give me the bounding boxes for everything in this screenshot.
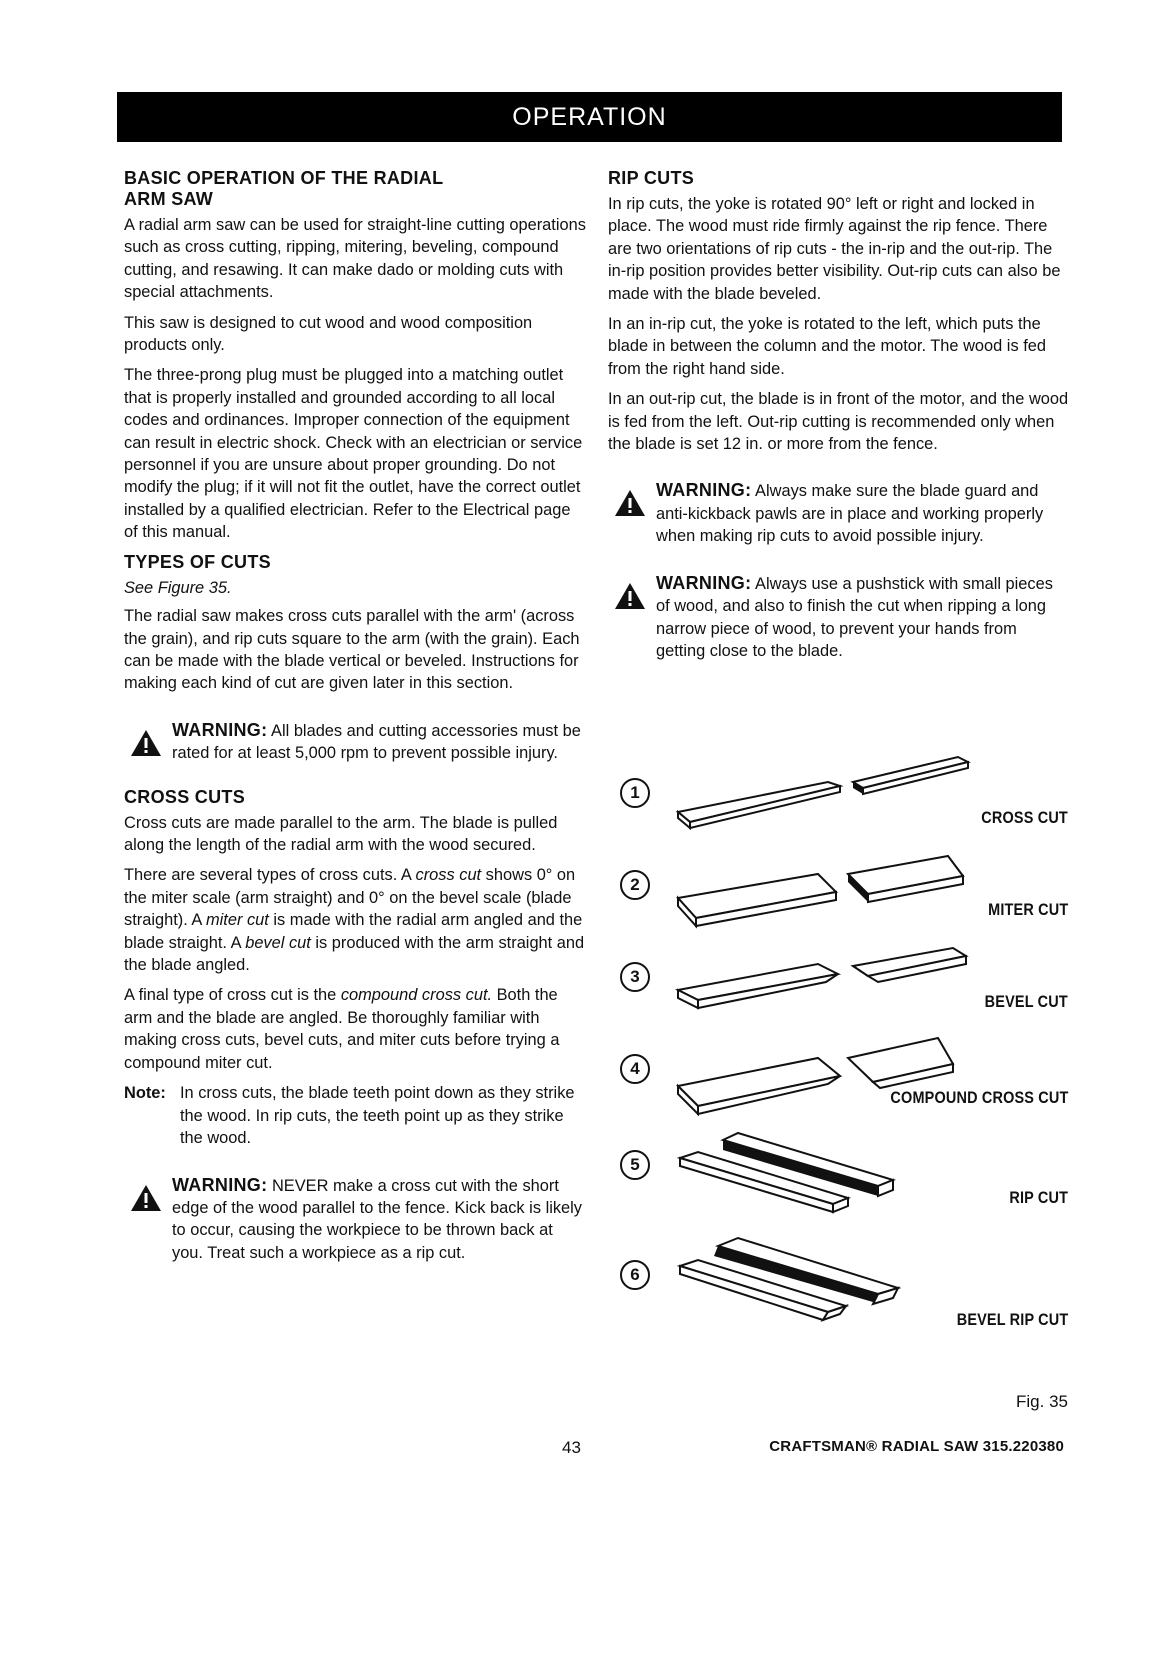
cross-paragraph-2: There are several types of cross cuts. A cross cut shows 0° on the miter scale (arm straight) and 0° on the bevel scale (blade straight). A miter cut is made with the radial arm angled and the blade straight. A bevel cut is produced with the arm straight and the blade angled. (124, 866, 585, 974)
warning-triangle-icon (614, 582, 646, 610)
warning-label: WARNING: (656, 572, 752, 593)
warning-blade-rating (124, 719, 586, 765)
cut-label: COMPOUND CROSS CUT (889, 1088, 1068, 1107)
warning-text: Always make sure the blade guard and anti-kickback pawls are in place and working properly when making rip cuts to avoid possible injury. (656, 482, 1044, 546)
rip-cuts-heading: RIP CUTS (608, 168, 695, 188)
warning-blade-guard (608, 479, 1070, 547)
page-number: 43 (562, 1438, 581, 1457)
bevel-cut-board-illustration (668, 938, 988, 1028)
bevel-rip-cut-board-illustration (668, 1226, 988, 1336)
figure-item-bevel-rip-cut (608, 1240, 1078, 1350)
types-of-cuts-heading: TYPES OF CUTS (124, 551, 271, 572)
item-number: 5 (620, 1150, 650, 1180)
warning-label: WARNING: (656, 480, 752, 501)
types-paragraph: The radial saw makes cross cuts parallel with the arm' (across the grain), and rip cuts square to the arm (with the grain). Each can be made with the blade vertical or beveled. Instructions for making each kind of cut are given later in this section. (124, 607, 580, 693)
cut-label: BEVEL RIP CUT (956, 1310, 1068, 1329)
basic-paragraph-3: The three-prong plug must be plugged into a matching outlet that is properly installed and grounded according to all local codes and ordinances. Improper connection of the equipment can result in electric shock. Check with an electrician or service personnel if you are unsure about proper grounding. Do not modify the plug; if it will not fit the outlet, have the correct outlet installed by a qualified electrician. Refer to the Electrical page of this manual. (124, 366, 583, 542)
compound-cross-cut-board-illustration (668, 1024, 988, 1124)
item-number: 3 (620, 962, 650, 992)
cut-label: MITER CUT (987, 900, 1068, 919)
warning-label: WARNING: (172, 1174, 268, 1195)
item-number: 6 (620, 1260, 650, 1290)
warning-short-edge (124, 1174, 586, 1265)
basic-paragraph-1: A radial arm saw can be used for straight-line cutting operations such as cross cutting, ripping, mitering, beveling, compound cutting, and resawing. It can make dado or molding cuts with special attachments. (124, 216, 586, 302)
warning-text: All blades and cutting accessories must be rated for at least 5,000 rpm to prevent possible injury. (172, 721, 581, 763)
left-column (124, 168, 586, 1286)
cross-cut-board-illustration (668, 752, 988, 842)
figure-35 (608, 762, 1078, 1482)
cut-label: CROSS CUT (981, 808, 1068, 827)
warning-text: NEVER make a cross cut with the short edge of the wood parallel to the fence. Kick back is likely to occur, causing the workpiece to be thrown back at you. Treat such a workpiece as a rip cut. (172, 1176, 582, 1262)
item-number: 2 (620, 870, 650, 900)
warning-triangle-icon (130, 729, 162, 757)
item-number: 4 (620, 1054, 650, 1084)
miter-cut-board-illustration (668, 846, 988, 936)
figure-item-rip-cut (608, 1130, 1078, 1240)
cross-cuts-heading: CROSS CUTS (124, 786, 246, 807)
rip-paragraph-3: In an out-rip cut, the blade is in front of the motor, and the wood is fed from the left. Out-rip cutting is recommended only when the blade is set 12 in. or more from the fence. (608, 390, 1069, 454)
see-figure-ref: See Figure 35. (124, 578, 232, 597)
warning-pushstick (608, 572, 1070, 663)
warning-triangle-icon (614, 489, 646, 517)
basic-paragraph-2: This saw is designed to cut wood and wood composition products only. (124, 313, 533, 355)
note-text: In cross cuts, the blade teeth point down as they strike the wood. In rip cuts, the teeth point up as they strike the wood. (180, 1084, 575, 1148)
section-title: OPERATION (512, 103, 667, 131)
cut-label: RIP CUT (1009, 1188, 1068, 1207)
rip-cut-board-illustration (668, 1118, 988, 1228)
note-label: Note: (124, 1084, 166, 1102)
right-column (608, 168, 1070, 684)
figure-caption: Fig. 35 (1016, 1392, 1068, 1411)
note-block (124, 1082, 586, 1150)
rip-paragraph-2: In an in-rip cut, the yoke is rotated to the left, which puts the blade in between the column and the motor. The wood is fed from the right hand side. (608, 315, 1046, 378)
cut-label: BEVEL CUT (984, 992, 1068, 1011)
cross-paragraph-3: A final type of cross cut is the compound cross cut. Both the arm and the blade are angled. Be thoroughly familiar with making cross cuts, bevel cuts, and miter cuts before trying a compound miter cut. (124, 986, 560, 1072)
item-number: 1 (620, 778, 650, 808)
rip-paragraph-1: In rip cuts, the yoke is rotated 90° left or right and locked in place. The wood must ride firmly against the rip fence. There are two orientations of rip cuts - the in-rip and the out-rip. The in-rip position provides better visibility. Out-rip cuts can also be made with the blade beveled. (608, 195, 1061, 303)
warning-label: WARNING: (172, 719, 268, 740)
cross-paragraph-1: Cross cuts are made parallel to the arm. The blade is pulled along the length of the radial arm with the wood secured. (124, 813, 558, 854)
basic-operation-heading: BASIC OPERATION OF THE RADIAL ARM SAW (124, 168, 444, 209)
section-header-bar (117, 92, 1062, 142)
footer-brand: CRAFTSMAN® RADIAL SAW 315.220380 (769, 1438, 1064, 1455)
warning-triangle-icon (130, 1184, 162, 1212)
warning-text: Always use a pushstick with small pieces of wood, and also to finish the cut when ripping a long narrow piece of wood, to prevent your hands from getting close to the blade. (656, 574, 1053, 660)
